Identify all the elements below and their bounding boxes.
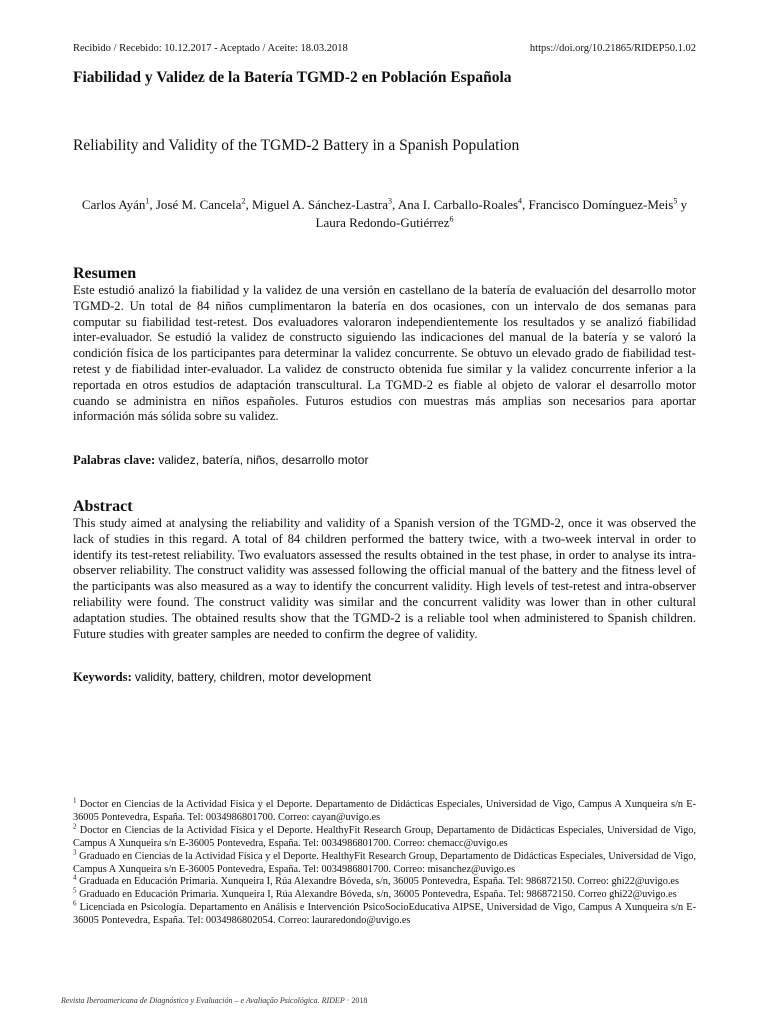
- author-affiliation-number: 5: [673, 196, 678, 206]
- footnote-number: 5: [73, 886, 77, 895]
- footnote-number: 4: [73, 874, 77, 883]
- author: [398, 197, 529, 212]
- footnote-text: Graduado en Ciencias de la Actividad Física y el Deporte. HealthyFit Research Group, Departamento de Didácticas Especiales, Universidad de Vigo, Campus A Xunqueira s/n E-36005 Pontevedra, España. Tel: 0034986801700. Correo: misanchez@uvigo.es: [73, 850, 696, 875]
- author-separator: ,: [392, 197, 398, 212]
- paper-page: [61, 0, 697, 1024]
- author-separator: y: [677, 197, 688, 212]
- author-affiliation-number: 1: [145, 196, 150, 206]
- author-affiliation-number: 4: [518, 196, 523, 206]
- footnote-text: Graduada en Educación Primaria. Xunqueira I, Rúa Alexandre Bóveda, s/n, 36005 Pontevedra, España. Tel: 986872150. Correo: ghi22@uvigo.es: [79, 876, 680, 888]
- resumen-text: Este estudió analizó la fiabilidad y la validez de una versión en castellano de la batería de evaluación del desarrollo motor TGMD-2. Un total de 84 niños cumplimentaron la batería en dos ocasiones, con un intervalo de dos semanas para computar su fiabilidad test-retest. Dos evaluadores valoraron independientemente los resultados y se analizó fiabilidad inter-evaluador. Se estudió la validez de constructo siguiendo las indicaciones del manual de la batería y se valoró la condición física de los participantes para determinar la validez concurrente. Se obtuvo un elevado grado de fiabilidad test-retest y de fiabilidad inter-evaluador. La validez de constructo obtenida fue similar y la validez concurrente inferior a la reportada en otros estudios de adaptación transcultural. La TGMD-2 es fiable al objeto de valorar el desarrollo motor cuando se administra en niños españoles. Futuros estudios con muestras más amplias son necesarios para aportar información más sólida sobre su validez.: [73, 283, 696, 424]
- keywords: [73, 669, 696, 685]
- footnote-number: 2: [73, 822, 77, 831]
- author: [529, 197, 688, 212]
- author: [156, 197, 252, 212]
- author-name: José M. Cancela: [155, 197, 242, 212]
- doi-link[interactable]: https://doi.org/10.21865/RIDEP50.1.02: [529, 43, 696, 54]
- footnote-text: Doctor en Ciencias de la Actividad Física y el Deporte. HealthyFit Research Group, Departamento de Didácticas Especiales, Universidad de Vigo, Campus A Xunqueira s/n E-36005 Pontevedra, España. Tel: 0034986801700. Correo: chemacc@uvigo.es: [73, 824, 697, 849]
- abstract-text: This study aimed at analysing the reliability and validity of a Spanish version of the TGMD-2, once it was observed the lack of studies in this regard. A total of 84 children performed the battery twice, with a two-week interval in order to identify its test-retest reliability. Two evaluators assessed the results obtained in the test phase, in order to analyse its intra-observer reliability. The construct validity was assessed following the official manual of the battery and the fitness level of the participants was also measured as a way to identify the concurrent validity. High levels of test-retest and intra-observer reliability were found. The construct validity was similar and the concurrent validity was lower than in other cultural adaptation studies. The obtained results show that the TGMD-2 is a reliable tool when administered to Spanish children. Future studies with greater samples are needed to confirm the degree of validity.: [73, 516, 696, 641]
- resumen-heading: Resumen: [73, 265, 137, 282]
- running-header: [73, 42, 696, 56]
- footnote-text: Doctor en Ciencias de la Actividad Física y el Deporte. Departamento de Didácticas Especiales, Universidad de Vigo, Campus A Xunqueira s/n E-36005 Pontevedra, España. Tel: 0034986801700. Correo: cayan@uvigo.es: [73, 799, 696, 823]
- author-separator: ,: [245, 197, 252, 212]
- journal-footer: [61, 996, 701, 1006]
- footnote-number: 3: [73, 848, 77, 857]
- footnote-number: 1: [73, 796, 77, 805]
- author-name: Laura Redondo-Gutiérrez: [315, 215, 450, 230]
- author-name: Carlos Ayán: [81, 197, 146, 212]
- palabras-clave: [73, 452, 696, 468]
- footnote: [73, 886, 696, 902]
- author-affiliation-number: 6: [449, 214, 454, 224]
- author-separator: ,: [149, 197, 156, 212]
- author-list: [73, 196, 696, 232]
- author: [316, 215, 454, 230]
- footnote: [73, 822, 697, 851]
- footnote-text: Licenciada en Psicología. Departamento en Análisis e Intervención PsicoSocioEducativa AIPSE, Universidad de Vigo, Campus A Xunqueira s/n E-36005 Pontevedra, España. Tel: 0034986802054. Correo: lauraredondo@uvigo.es: [73, 902, 696, 927]
- palabras-clave-label: Palabras clave:: [73, 453, 156, 467]
- journal-name: Revista Iberoamericana de Diagnóstico y Evaluación – e Avaliação Psicológica. RIDEP: [61, 996, 345, 1005]
- journal-year: · 2018: [344, 996, 368, 1005]
- author-separator: ,: [522, 197, 529, 212]
- footnote-text: Graduado en Educación Primaria. Xunqueira I, Rúa Alexandre Bóveda, s/n, 36005 Pontevedra, España. Tel: 986872150. Correo ghi22@uvigo.es: [79, 889, 677, 901]
- affiliation-footnotes: [73, 796, 697, 928]
- footnote: [73, 876, 696, 889]
- footnote: [73, 848, 696, 877]
- title-english: Reliability and Validity of the TGMD-2 Battery in a Spanish Population: [73, 137, 520, 154]
- abstract-heading: Abstract: [73, 498, 133, 515]
- received-accepted-dates: Recibido / Recebido: 10.12.2017 - Aceptado / Aceite: 18.03.2018: [73, 43, 348, 54]
- author-name: Miguel A. Sánchez-Lastra: [251, 197, 389, 212]
- author: [252, 197, 398, 212]
- title-spanish: Fiabilidad y Validez de la Batería TGMD-2 en Población Española: [73, 69, 512, 86]
- author-affiliation-number: 3: [388, 196, 393, 206]
- palabras-clave-values: validez, batería, niños, desarrollo motor: [158, 453, 369, 467]
- author-name: Francisco Domínguez-Meis: [528, 197, 674, 212]
- keywords-values: validity, battery, children, motor development: [134, 670, 372, 684]
- keywords-label: Keywords:: [73, 670, 132, 684]
- author: [82, 197, 156, 212]
- footnote: [73, 899, 696, 928]
- footnote-number: 6: [73, 899, 77, 908]
- author-affiliation-number: 2: [241, 196, 246, 206]
- footnote: [73, 796, 696, 825]
- author-name: Ana I. Carballo-Roales: [397, 197, 519, 212]
